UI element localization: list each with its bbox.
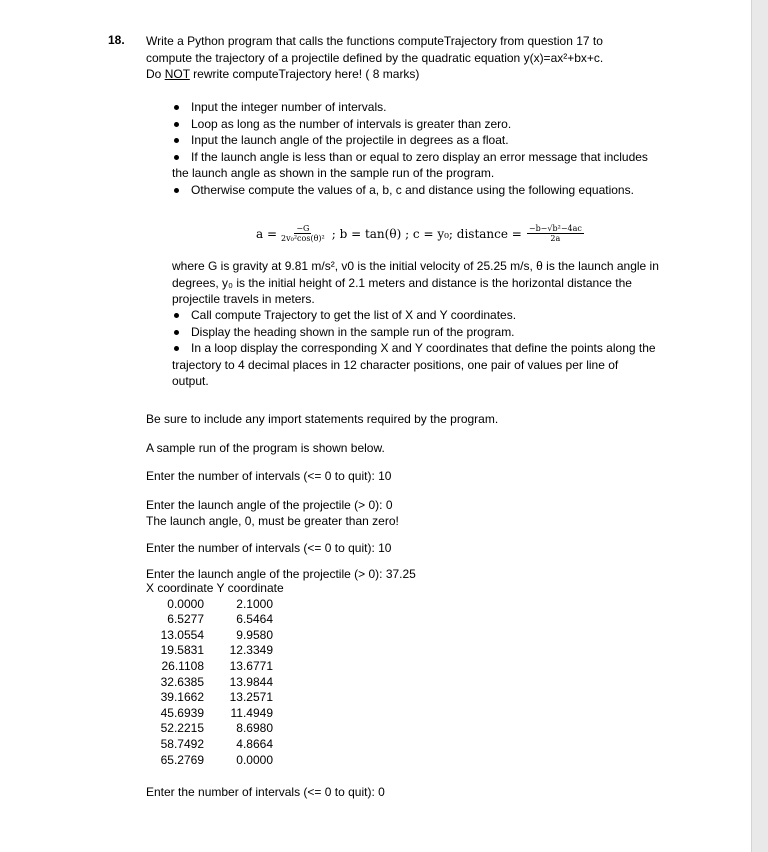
x-cell: 26.1108 [161, 658, 204, 673]
list-item-continuation: trajectory to 4 decimal places in 12 character positions, one pair of values per line of [172, 357, 619, 372]
sample-prompt [146, 497, 399, 529]
para-line: projectile travels in meters. [172, 292, 315, 306]
list-item: Otherwise compute the values of a, b, c and distance using the following equations. [172, 182, 692, 199]
table-row [146, 721, 284, 737]
question-number: 18. [108, 33, 125, 47]
list-item: Loop as long as the number of intervals is greater than zero. [172, 116, 692, 133]
eq-a-denominator: 2v₀²cos(θ)² [281, 234, 325, 243]
y-cell: 4.8664 [236, 736, 273, 751]
y-cell: 13.2571 [229, 690, 273, 705]
x-cell: 39.1662 [160, 690, 204, 705]
y-cell: 2.1000 [236, 596, 273, 611]
x-cell: 19.5831 [160, 643, 204, 658]
y-cell: 0.0000 [236, 752, 273, 767]
imports-note: Be sure to include any import statements required by the program. [146, 412, 499, 426]
x-cell: 13.0554 [160, 627, 204, 642]
sample-prompt: Enter the number of intervals (<= 0 to quit): 10 [146, 541, 392, 555]
list-item: Input the launch angle of the projectile in degrees as a float. [172, 132, 692, 149]
eq-distance-denominator: 2a [550, 234, 561, 243]
eq-a-numerator: −G [296, 224, 310, 233]
sample-prompt: Enter the launch angle of the projectile (> 0): 37.25 [146, 567, 416, 581]
y-cell: 12.3349 [229, 643, 273, 658]
eq-rest: ; b = tan(θ) ; c = y₀; distance = [331, 227, 522, 241]
table-row [146, 675, 284, 691]
coordinate-table [146, 581, 284, 768]
intro-line: compute the trajectory of a projectile defined by the quadratic equation y(x)=ax²+bx+c. [146, 50, 604, 65]
table-row [146, 612, 284, 628]
table-row [146, 659, 284, 675]
list-item: If the launch angle is less than or equal to zero display an error message that includes [172, 149, 692, 166]
list-item: Call compute Trajectory to get the list of X and Y coordinates. [172, 307, 692, 324]
list-item-continuation: output. [172, 374, 209, 388]
x-cell: 32.6385 [160, 674, 204, 689]
table-row [146, 643, 284, 659]
intro-line [146, 66, 706, 83]
sample-prompt: Enter the number of intervals (<= 0 to quit): 10 [146, 469, 392, 483]
sample-note: A sample run of the program is shown below. [146, 441, 385, 455]
list-item: Input the integer number of intervals. [172, 99, 692, 116]
y-cell: 13.6771 [229, 658, 273, 673]
x-cell: 52.2215 [160, 721, 204, 736]
eq-distance-fraction [527, 224, 584, 244]
intro-line: Write a Python program that calls the functions computeTrajectory from question 17 to [146, 34, 603, 48]
y-cell: 13.9844 [229, 674, 273, 689]
requirements-list [172, 99, 692, 198]
sample-error-line: The launch angle, 0, must be greater than zero! [146, 514, 399, 528]
sample-prompt-line: Enter the launch angle of the projectile (> 0): 0 [146, 498, 393, 512]
table-row [146, 737, 284, 753]
y-cell: 11.4949 [230, 705, 273, 720]
x-cell: 0.0000 [167, 596, 204, 611]
requirements-list-2 [172, 307, 692, 390]
table-heading: X coordinate Y coordinate [146, 581, 284, 595]
page-margin-edge [751, 0, 768, 852]
variables-paragraph [172, 258, 692, 308]
list-item: In a loop display the corresponding X and Y coordinates that define the points along the [172, 340, 692, 357]
x-cell: 58.7492 [160, 736, 204, 751]
y-cell: 9.9580 [236, 627, 273, 642]
table-row [146, 706, 284, 722]
x-cell: 65.2769 [160, 752, 204, 767]
table-row [146, 753, 284, 769]
question-intro [146, 33, 706, 83]
para-line: degrees, y₀ is the initial height of 2.1 meters and distance is the horizontal distance the [172, 275, 632, 290]
eq-distance-numerator: −b−√b²−4ac [528, 224, 582, 233]
equations [256, 224, 586, 244]
table-row [146, 690, 284, 706]
eq-a-fraction [279, 224, 327, 244]
intro-not-emphasis: NOT [164, 67, 190, 81]
eq-a-lhs: a = [256, 227, 278, 241]
y-cell: 6.5464 [236, 612, 273, 627]
y-cell: 8.6980 [236, 721, 273, 736]
x-cell: 45.6939 [160, 705, 204, 720]
list-item-continuation: the launch angle as shown in the sample run of the program. [172, 166, 495, 180]
table-row [146, 597, 284, 613]
intro-suffix: rewrite computeTrajectory here! ( 8 marks) [189, 67, 420, 81]
table-row [146, 628, 284, 644]
sample-prompt: Enter the number of intervals (<= 0 to quit): 0 [146, 785, 385, 799]
list-item: Display the heading shown in the sample run of the program. [172, 324, 692, 341]
intro-prefix: Do [146, 67, 165, 81]
x-cell: 6.5277 [167, 612, 204, 627]
para-line: where G is gravity at 9.81 m/s², v0 is the initial velocity of 25.25 m/s, θ is the launch angle in [172, 259, 659, 273]
